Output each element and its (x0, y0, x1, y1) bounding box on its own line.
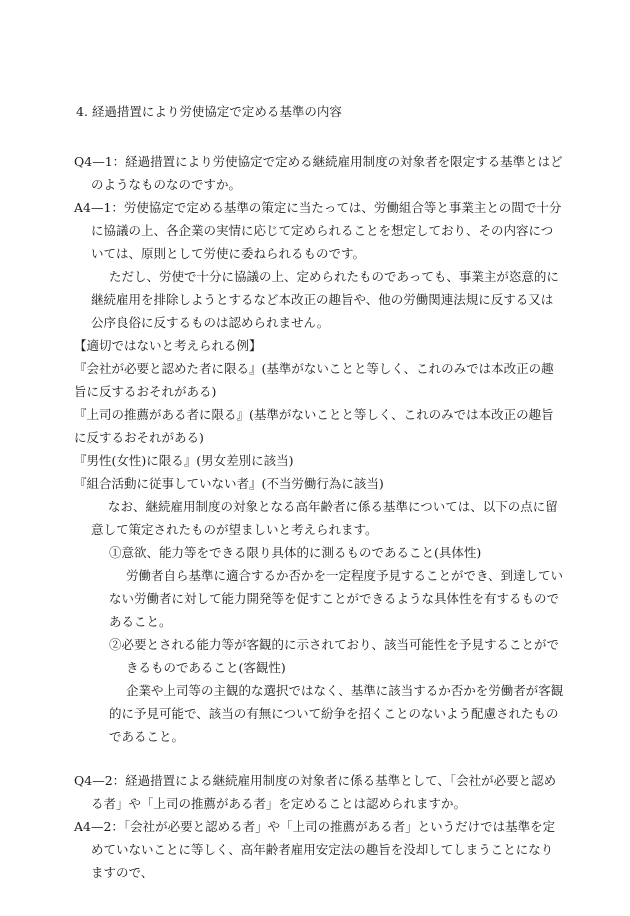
criterion-1-heading: ①意欲、能力等をできる限り具体的に測るものであること(具体性) (109, 545, 482, 560)
example-item: 『会社が必要と認めた者に限る』(基準がないことと等しく、これのみでは本改正の趣旨に反するおそれがある) (74, 361, 554, 399)
criterion-1-body: 労働者自ら基準に適合するか否かを一定程度予見することができ、到達していない労働者に対して能力開発等を促すことができるような具体性を有するものであること。 (109, 568, 564, 629)
section-spacer (74, 748, 564, 769)
answer-4-1-paragraph-2: ただし、労使で十分に協議の上、定められたものであっても、事業主が恣意的に継続雇用を排除しようとするなど本改正の趣旨や、他の労働関連法規に反する又は公序良俗に反するものは認められません。 (91, 269, 559, 330)
criterion-2-body: 企業や上司等の主観的な選択ではなく、基準に該当するか否かを労働者が客観的に予見可能で、該当の有無について紛争を招くことのないよう配慮されたものであること。 (109, 683, 564, 744)
answer-4-2: A4—2：「会社が必要と認める者」や「上司の推薦がある者」というだけでは基準を定めていないことに等しく、高年齢者雇用安定法の趣旨を没却してしまうことになりますので、 (74, 819, 556, 880)
example-item: 『組合活動に従事していない者』(不当労働行為に該当) (74, 476, 384, 491)
examples-heading: 【適切ではないと考えられる例】 (74, 338, 262, 353)
criterion-2-heading: ②必要とされる能力等が客観的に示されており、該当可能性を予見することができるものであること(客観性) (109, 637, 560, 675)
question-4-2: Q4—2：経過措置による継続雇用制度の対象者に係る基準として、「会社が必要と認める者」や「上司の推薦がある者」を定めることは認められますか。 (74, 773, 557, 811)
document-page (74, 100, 564, 884)
example-item: 『上司の推薦がある者に限る』(基準がないことと等しく、これのみでは本改正の趣旨に反するおそれがある) (74, 407, 554, 445)
section-heading: 4. 経過措置により労使協定で定める基準の内容 (76, 104, 342, 119)
question-4-1: Q4—1：経過措置により労使協定で定める継続雇用制度の対象者を限定する基準とはどのようなものなのですか。 (74, 154, 563, 192)
answer-4-1-paragraph-3: なお、継続雇用制度の対象となる高年齢者に係る基準については、以下の点に留意して策定されたものが望ましいと考えられます。 (91, 499, 558, 537)
answer-4-1-paragraph-1: A4—1：労使協定で定める基準の策定に当たっては、労働組合等と事業主との間で十分に協議の上、各企業の実情に応じて定められることを想定しており、その内容については、原則として労使に委ねられるものです。 (74, 200, 562, 261)
example-item: 『男性(女性)に限る』(男女差別に該当) (74, 453, 294, 468)
